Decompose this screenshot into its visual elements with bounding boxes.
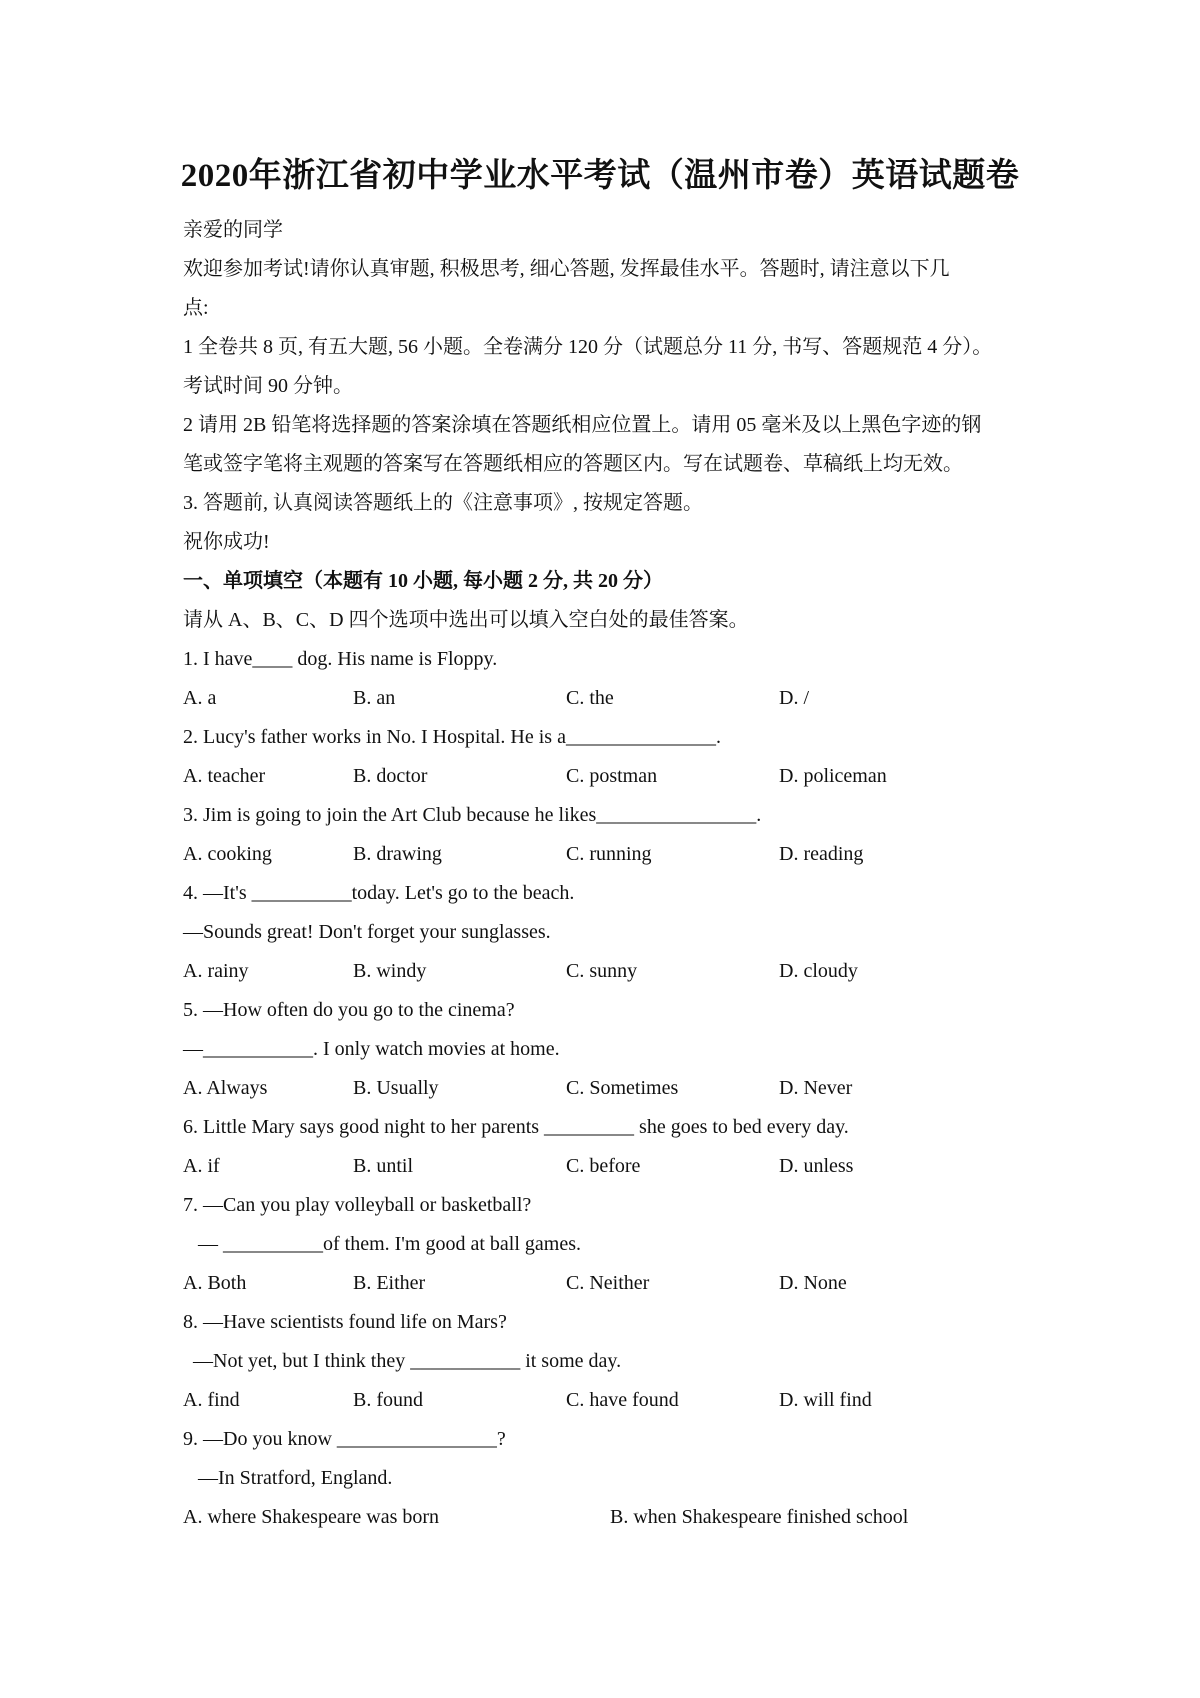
option-a: A. cooking	[183, 843, 272, 865]
question-stem: 5. —How often do you go to the cinema?	[183, 999, 515, 1021]
option-a: A. a	[183, 687, 217, 709]
option-b: B. Either	[353, 1272, 426, 1294]
option-c: C. running	[566, 843, 652, 865]
question-options	[183, 1386, 1033, 1414]
option-c: C. Sometimes	[566, 1077, 679, 1099]
question-stem: 8. —Have scientists found life on Mars?	[183, 1311, 507, 1333]
question-stem: 9. —Do you know ________________?	[183, 1428, 506, 1450]
option-d: D. reading	[779, 843, 864, 865]
intro-line: 欢迎参加考试!请你认真审题, 积极思考, 细心答题, 发挥最佳水平。答题时, 请注意以下几	[183, 258, 950, 280]
option-a: A. Always	[183, 1077, 268, 1099]
question-stem: 2. Lucy's father works in No. I Hospital. He is a_______________.	[183, 726, 721, 748]
note-line: 1 全卷共 8 页, 有五大题, 56 小题。全卷满分 120 分（试题总分 11 分, 书写、答题规范 4 分）。	[183, 336, 993, 358]
intro-line: 点:	[183, 297, 209, 319]
option-c: C. the	[566, 687, 614, 709]
option-a: A. teacher	[183, 765, 266, 787]
question-options	[183, 684, 1033, 712]
option-d: D. policeman	[779, 765, 887, 787]
question-options	[183, 762, 1033, 790]
option-b: B. doctor	[353, 765, 428, 787]
option-a: A. Both	[183, 1272, 247, 1294]
note-line: 考试时间 90 分钟。	[183, 375, 353, 397]
option-c: C. have found	[566, 1389, 679, 1411]
option-b: B. found	[353, 1389, 423, 1411]
question-options	[183, 1269, 1033, 1297]
note-line: 笔或签字笔将主观题的答案写在答题纸相应的答题区内。写在试题卷、草稿纸上均无效。	[183, 453, 963, 475]
option-a: A. where Shakespeare was born	[183, 1506, 440, 1528]
question-stem: —Sounds great! Don't forget your sunglasses.	[183, 921, 551, 943]
option-d: D. cloudy	[779, 960, 858, 982]
option-c: C. Neither	[566, 1272, 650, 1294]
option-b: B. until	[353, 1155, 414, 1177]
option-b: B. drawing	[353, 843, 442, 865]
question-options	[183, 957, 1033, 985]
option-b: B. windy	[353, 960, 427, 982]
option-c: C. sunny	[566, 960, 638, 982]
option-d: D. None	[779, 1272, 847, 1294]
question-stem: — __________of them. I'm good at ball games.	[183, 1233, 581, 1255]
question-stem: 4. —It's __________today. Let's go to the beach.	[183, 882, 575, 904]
option-a: A. rainy	[183, 960, 249, 982]
question-stem: 7. —Can you play volleyball or basketball?	[183, 1194, 532, 1216]
question-stem: —In Stratford, England.	[183, 1467, 393, 1489]
question-options	[183, 1152, 1033, 1180]
option-b: B. when Shakespeare finished school	[610, 1506, 909, 1528]
section-instruction: 请从 A、B、C、D 四个选项中选出可以填入空白处的最佳答案。	[183, 609, 749, 631]
question-options	[183, 1074, 1033, 1102]
question-options	[183, 1503, 1033, 1531]
option-d: D. unless	[779, 1155, 854, 1177]
option-d: D. Never	[779, 1077, 853, 1099]
option-b: B. an	[353, 687, 396, 709]
section-heading: 一、单项填空（本题有 10 小题, 每小题 2 分, 共 20 分）	[183, 570, 663, 592]
greeting: 亲爱的同学	[183, 219, 283, 241]
question-options	[183, 840, 1033, 868]
option-c: C. before	[566, 1155, 641, 1177]
option-a: A. find	[183, 1389, 240, 1411]
question-stem: —___________. I only watch movies at home.	[183, 1038, 560, 1060]
option-c: C. postman	[566, 765, 658, 787]
option-b: B. Usually	[353, 1077, 439, 1099]
note-line: 3. 答题前, 认真阅读答题纸上的《注意事项》, 按规定答题。	[183, 492, 703, 514]
question-stem: 6. Little Mary says good night to her parents _________ she goes to bed every day.	[183, 1116, 849, 1138]
question-stem: 3. Jim is going to join the Art Club because he likes________________.	[183, 804, 762, 826]
note-line: 2 请用 2B 铅笔将选择题的答案涂填在答题纸相应位置上。请用 05 毫米及以上黑色字迹的钢	[183, 414, 982, 436]
option-a: A. if	[183, 1155, 220, 1177]
question-stem: —Not yet, but I think they ___________ it some day.	[183, 1350, 622, 1372]
closing: 祝你成功!	[183, 531, 270, 553]
option-d: D. /	[779, 687, 809, 709]
question-stem: 1. I have____ dog. His name is Floppy.	[183, 648, 498, 670]
option-d: D. will find	[779, 1389, 872, 1411]
page-title: 2020年浙江省初中学业水平考试（温州市卷）英语试题卷	[180, 158, 1020, 194]
